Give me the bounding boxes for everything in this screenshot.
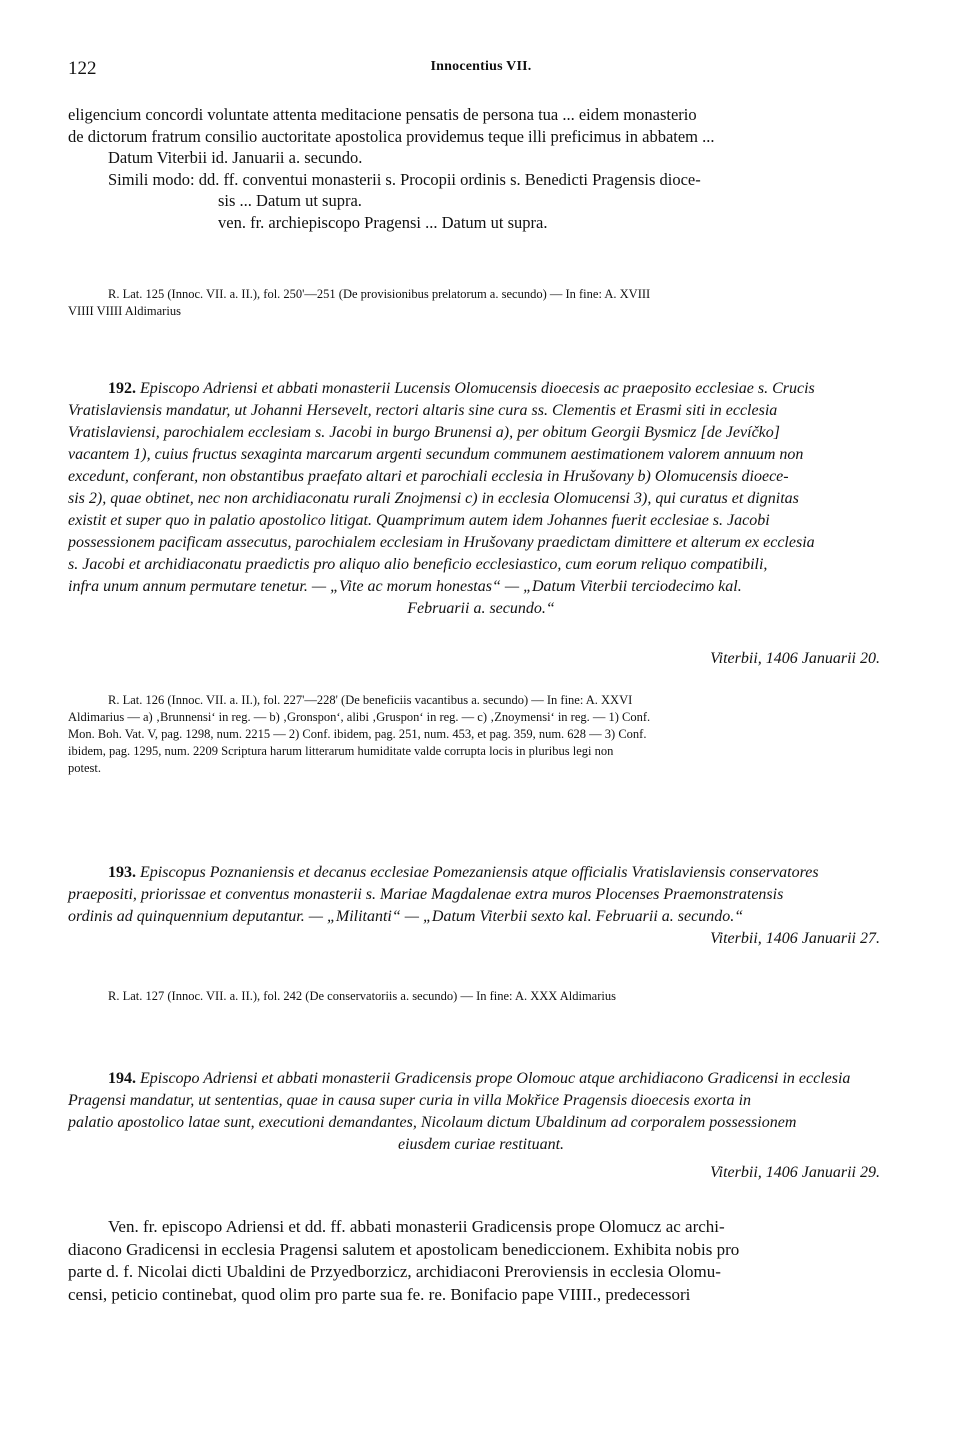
text-line: Episcopo Adriensi et abbati monasterii Gradicensis prope Olomouc atque archidiacono Gradicensi in ecclesia (140, 1070, 851, 1087)
text-line: s. Jacobi et archidiaconatu praedictis pro aliquo alio beneficio ecclesiastico, cum eorum reliquo compatibili, (68, 556, 768, 573)
text-line: vacantem 1), cuius fructus sexaginta marcarum argenti secundum communem aestimationem valorem annuum non (68, 446, 804, 463)
text-line: Datum Viterbii id. Januarii a. secundo. (108, 148, 363, 168)
note-line: Mon. Boh. Vat. V, pag. 1298, num. 2215 — 2) Conf. ibidem, pag. 251, num. 453, et pag. 359, num. 628 — 3) Conf. (68, 727, 647, 741)
text-line: infra unum annum permutare tenetur. — „Vite ac morum honestas“ — „Datum Viterbii terciodecimo kal. (68, 578, 742, 595)
note-line: R. Lat. 126 (Innoc. VII. a. II.), fol. 227'—228' (De beneficiis vacantibus a. secundo) — In fine: A. XXVI (108, 693, 633, 707)
text-line: possessionem pacificam assecutus, parochialem ecclesiam in Hrušovany praedictam dimittere et alterum ex ecclesia (68, 534, 815, 551)
note-line: potest. (68, 761, 101, 775)
top-text (68, 104, 894, 234)
text-line: Februarii a. secundo.“ (407, 600, 555, 617)
entry-date: Viterbii, 1406 Januarii 29. (710, 1164, 880, 1181)
entry-194-body (68, 1216, 894, 1306)
text-line: existit et super quo in palatio apostolico litigat. Quamprimum autem idem Johannes fuerit ecclesiae s. Jacobi (68, 512, 770, 529)
entry-193-summary (68, 862, 894, 950)
text-line: Episcopo Adriensi et abbati monasterii Lucensis Olomucensis dioecesis ac praeposito ecclesiae s. Crucis (140, 380, 815, 397)
entry-date: Viterbii, 1406 Januarii 27. (710, 930, 880, 947)
text-line: Simili modo: dd. ff. conventui monasterii s. Procopii ordinis s. Benedicti Pragensis dioce- (108, 169, 701, 189)
text-line: Vratislaviensis mandatur, ut Johanni Hersevelt, rectori altaris sine cura ss. Clementis et Erasmi siti in ecclesia (68, 402, 778, 419)
entry-192-date-block (68, 650, 894, 668)
note-line: R. Lat. 125 (Innoc. VII. a. II.), fol. 250'—251 (De provisionibus prelatorum a. secundo) — In fine: A. XVIII (108, 287, 651, 301)
text-line: ven. fr. archiepiscopo Pragensi ... Datum ut supra. (218, 212, 548, 232)
page-header (68, 58, 894, 82)
text-line: Ven. fr. episcopo Adriensi et dd. ff. abbati monasterii Gradicensis prope Olomucz ac archi- (108, 1217, 725, 1236)
entry-192-first-line (68, 378, 894, 400)
text-line: Vratislaviensi, parochialem ecclesiam s. Jacobi in burgo Brunensi a), per obitum Georgii Bysmicz [de Jevíčko] (68, 424, 780, 441)
entry-192-summary (68, 378, 894, 620)
text-line: sis 2), quae obtinet, nec non archidiaconatu rurali Znojmensi c) in ecclesia Olomucensi 3), qui curatus et dignitas (68, 490, 799, 507)
page-number: 122 (68, 58, 97, 79)
entry-number: 192. (108, 380, 136, 397)
entry-194-summary (68, 1068, 894, 1184)
note-line: Aldimarius — a) ‚Brunnensi‘ in reg. — b) ‚Gronspon‘, alibi ‚Gruspon‘ in reg. — c) ‚Znoymensi‘ in reg. — 1) Conf. (68, 710, 651, 724)
text-line: parte d. f. Nicolai dicti Ubaldini de Przyedborzicz, archidiaconi Preroviensis in ecclesia Olomu- (68, 1262, 721, 1281)
text-line: eiusdem curiae restituant. (397, 1136, 565, 1153)
text-line: eligencium concordi voluntate attenta meditacione pensatis de persona tua ... eidem monasterio (68, 105, 697, 124)
text-line: de dictorum fratrum consilio auctoritate apostolica providemus teque illi preficimus in abbatem ... (68, 126, 715, 146)
entry-194-first-line (68, 1068, 894, 1090)
note-191 (68, 286, 894, 320)
text-line: censi, peticio continebat, quod olim pro parte sua fe. re. Bonifacio pape VIIII., predecessori (68, 1284, 691, 1304)
entry-number: 194. (108, 1070, 136, 1087)
text-line: Episcopus Poznaniensis et decanus ecclesiae Pomezaniensis atque officialis Vratislaviensis conservatores (140, 864, 819, 881)
entry-number: 193. (108, 864, 136, 881)
note-line: R. Lat. 127 (Innoc. VII. a. II.), fol. 242 (De conservatoriis a. secundo) — In fine: A. XXX Aldimarius (108, 989, 616, 1003)
text-line: diacono Gradicensi in ecclesia Pragensi salutem et apostolicam benediccionem. Exhibita nobis pro (68, 1239, 740, 1259)
entry-date: Viterbii, 1406 Januarii 20. (710, 650, 880, 667)
entry-193-first-line (68, 862, 894, 884)
text-line: Pragensi mandatur, ut sententias, quae in causa super curia in villa Mokřice Pragensis dioecesis exorta in (68, 1092, 752, 1109)
text-line: palatio apostolico latae sunt, executioni demandantes, Nicolaum dictum Ubaldinum ad corporalem possessionem (68, 1114, 797, 1131)
entry-192-note (68, 692, 894, 777)
note-line: ibidem, pag. 1295, num. 2209 Scriptura harum litterarum humiditate valde corrupta locis in pluribus legi non (68, 744, 614, 758)
text-line: ordinis ad quinquennium deputantur. — „Militanti“ — „Datum Viterbii sexto kal. Februarii a. secundo.“ (68, 908, 744, 925)
note-line: VIIII VIIII Aldimarius (68, 304, 181, 318)
text-line: excedunt, conferant, non obstantibus praefato altari et parochiali ecclesia in Hrušovany b) Olomucensis dioece- (68, 468, 789, 485)
text-line: praepositi, priorissae et conventus monasterii s. Mariae Magdalenae extra muros Plocenses Praemonstratensis (68, 886, 784, 903)
running-title: Innocentius VII. (430, 59, 532, 74)
entry-193-note (68, 988, 894, 1005)
text-line: sis ... Datum ut supra. (218, 191, 362, 211)
